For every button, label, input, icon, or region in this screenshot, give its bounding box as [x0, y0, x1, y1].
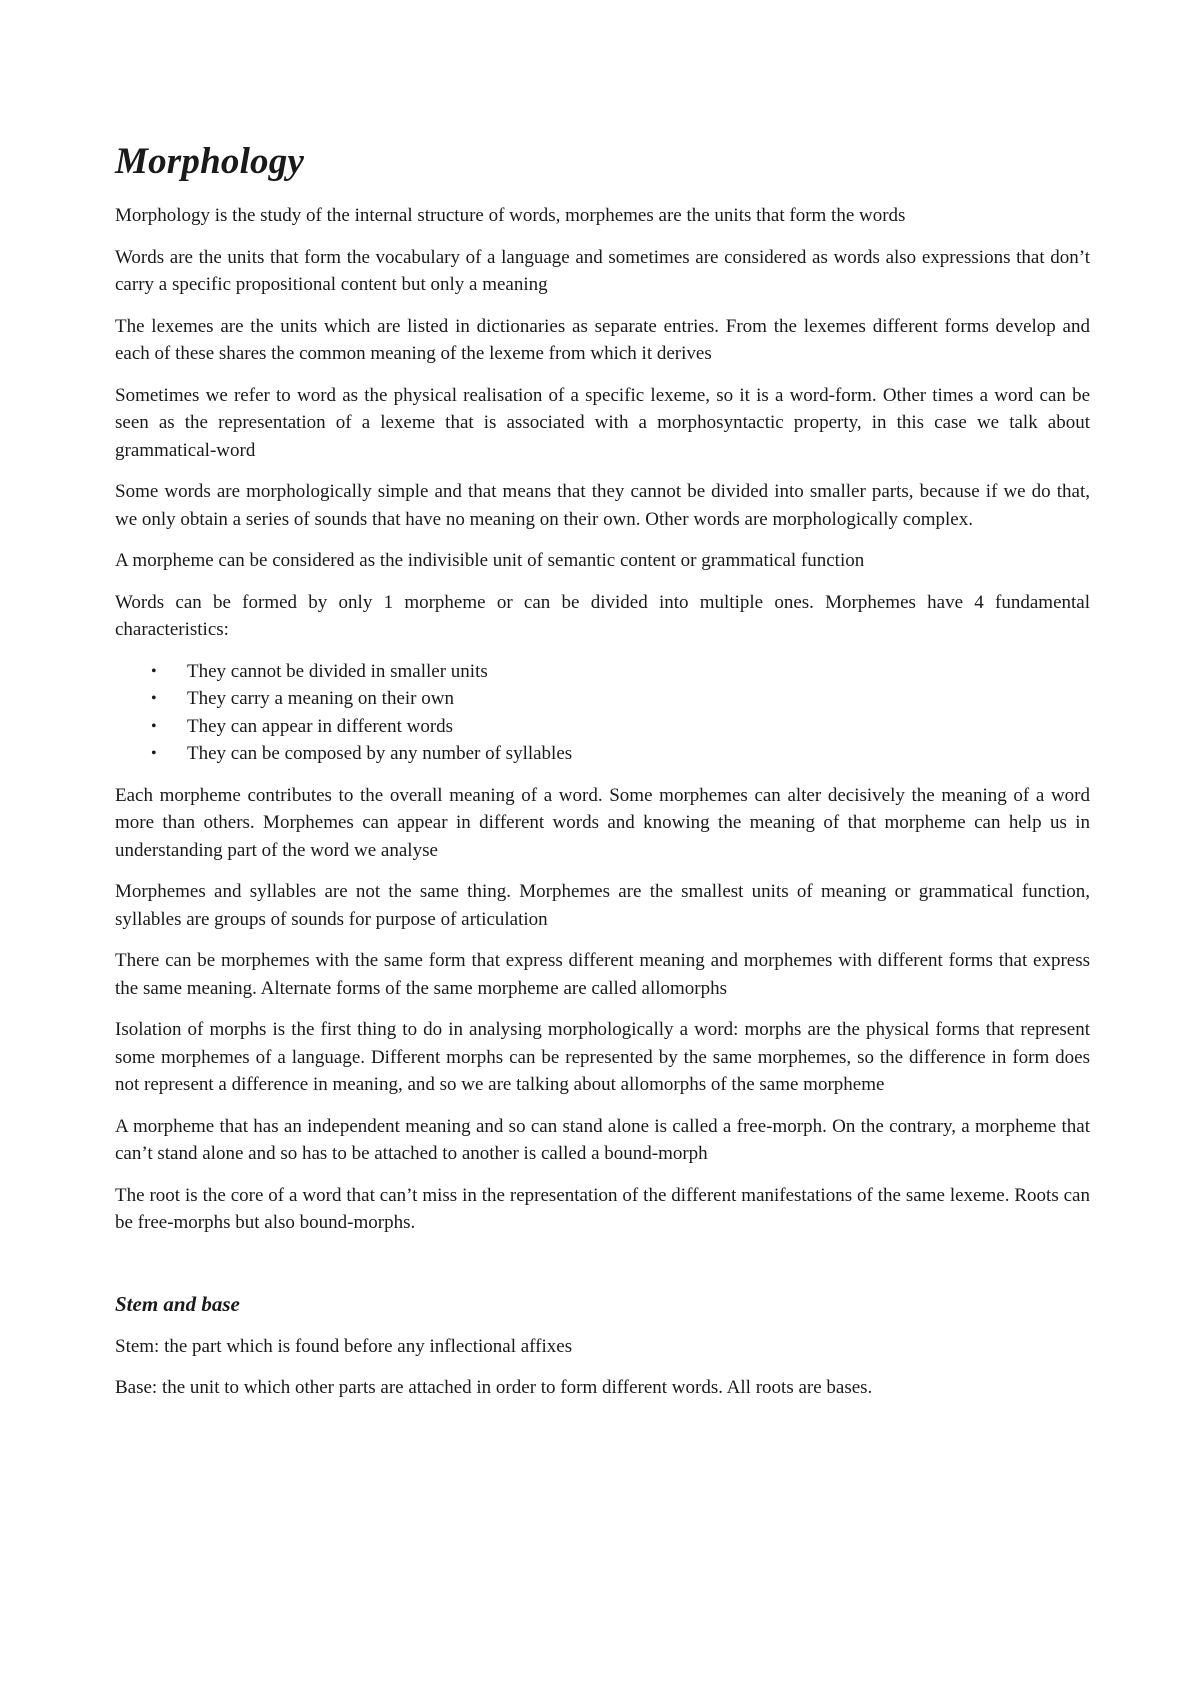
- paragraph: The root is the core of a word that can’t miss in the representation of the different manifestations of the same lexeme. Roots can be free-morphs but also bound-morphs.: [115, 1184, 1090, 1233]
- paragraph: Sometimes we refer to word as the physical realisation of a specific lexeme, so it is a word-form. Other times a word can be seen as the representation of a lexeme that is associated with a morphosyntactic property, in this case we talk about grammatical-word: [115, 384, 1090, 461]
- list-item: [151, 713, 1090, 741]
- characteristics-list: [115, 658, 1090, 768]
- paragraph: Words are the units that form the vocabulary of a language and sometimes are considered as words also expressions that don’t carry a specific propositional content but only a meaning: [115, 246, 1090, 295]
- paragraph: Morphemes and syllables are not the same thing. Morphemes are the smallest units of meaning or grammatical function, syllables are groups of sounds for purpose of articulation: [115, 881, 1090, 930]
- list-item: [151, 740, 1090, 768]
- paragraph: A morpheme that has an independent meaning and so can stand alone is called a free-morph. On the contrary, a morpheme that can’t stand alone and so has to be attached to another is called a bound-morph: [115, 1115, 1090, 1164]
- paragraph: There can be morphemes with the same form that express different meaning and morphemes with different forms that express the same meaning. Alternate forms of the same morpheme are called allomorphs: [115, 950, 1090, 999]
- section-heading: Stem and base: [115, 1291, 240, 1316]
- list-item-text: They can appear in different words: [187, 715, 454, 737]
- paragraph: Morphology is the study of the internal structure of words, morphemes are the units that form the words: [115, 205, 906, 226]
- paragraph: Base: the unit to which other parts are attached in order to form different words. All roots are bases.: [115, 1377, 873, 1398]
- list-item-text: They can be composed by any number of syllables: [187, 743, 573, 764]
- page-title: Morphology: [115, 141, 305, 182]
- bullet-icon: •: [151, 662, 157, 680]
- bullet-icon: •: [151, 717, 157, 735]
- bullet-icon: •: [151, 690, 157, 707]
- list-item: [151, 658, 1090, 686]
- paragraph: Each morpheme contributes to the overall meaning of a word. Some morphemes can alter decisively the meaning of a word more than others. Morphemes can appear in different words and knowing the meaning of that morpheme can help us in understanding part of the word we analyse: [115, 784, 1090, 861]
- paragraph: Isolation of morphs is the first thing to do in analysing morphologically a word: morphs are the physical forms that represent some morphemes of a language. Different morphs can be represented by the same morphemes, so the difference in form does not represent a difference in meaning, and so we are talking about allomorphs of the same morpheme: [115, 1019, 1090, 1095]
- list-item: [151, 685, 1090, 713]
- list-item-text: They cannot be divided in smaller units: [187, 660, 488, 682]
- paragraph: The lexemes are the units which are listed in dictionaries as separate entries. From the lexemes different forms develop and each of these shares the common meaning of the lexeme from which it derives: [115, 315, 1090, 364]
- bullet-icon: •: [151, 745, 157, 762]
- list-item-text: They carry a meaning on their own: [187, 688, 454, 709]
- paragraph: A morpheme can be considered as the indivisible unit of semantic content or grammatical function: [115, 550, 865, 571]
- paragraph: Stem: the part which is found before any inflectional affixes: [115, 1335, 573, 1357]
- document-page: [115, 140, 1090, 1416]
- paragraph: Words can be formed by only 1 morpheme or can be divided into multiple ones. Morphemes have 4 fundamental characteristics:: [115, 591, 1090, 640]
- paragraph: Some words are morphologically simple and that means that they cannot be divided into smaller parts, because if we do that, we only obtain a series of sounds that have no meaning on their own. Other words are morphologically complex.: [115, 481, 1090, 530]
